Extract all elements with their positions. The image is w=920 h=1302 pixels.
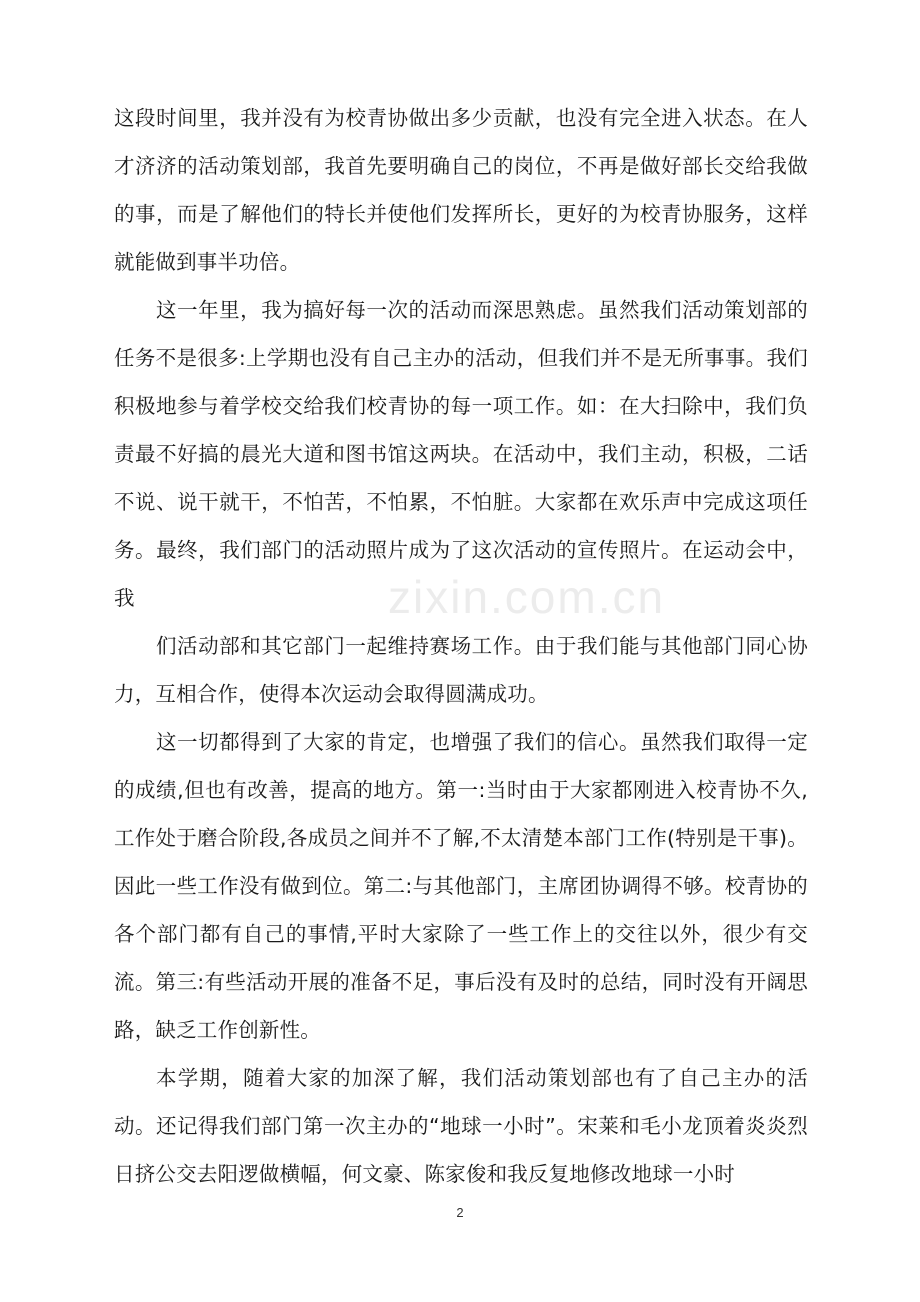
paragraph-4: 这一切都得到了大家的肯定，也增强了我们的信心。虽然我们取得一定的成绩,但也有改善，提高的地方。第一:当时由于大家都刚进入校青协不久,工作处于磨合阶段,各成员之间并不了解,不太清楚本部门工作(特别是干事)。因此一些工作没有做到位。第二:与其他部门，主席团协调得不够。校青协的各个部门都有自己的事情,平时大家除了一些工作上的交往以外，很少有交流。第三:有些活动开展的准备不足，事后没有及时的总结，同时没有开阔思路，缺乏工作创新性。 [114, 730, 808, 1042]
paragraph-5: 本学期，随着大家的加深了解，我们活动策划部也有了自己主办的活动。还记得我们部门第一次主办的“地球一小时”。宋莱和毛小龙顶着炎炎烈日挤公交去阳逻做横幅，何文豪、陈家俊和我反复地修改地球一小时 [114, 1066, 808, 1186]
paragraph-3: 们活动部和其它部门一起维持赛场工作。由于我们能与其他部门同心协力，互相合作，使得本次运动会取得圆满成功。 [114, 634, 808, 706]
paragraph-1: 这段时间里，我并没有为校青协做出多少贡献，也没有完全进入状态。在人才济济的活动策划部，我首先要明确自己的岗位，不再是做好部长交给我做的事，而是了解他们的特长并使他们发挥所长，更好的为校青协服务，这样就能做到事半功倍。 [114, 106, 808, 274]
watermark-text: zixin.com.cn [388, 571, 666, 623]
paragraph-2: 这一年里，我为搞好每一次的活动而深思熟虑。虽然我们活动策划部的任务不是很多:上学期也没有自己主办的活动，但我们并不是无所事事。我们积极地参与着学校交给我们校青协的每一项工作。如：在大扫除中，我们负责最不好搞的晨光大道和图书馆这两块。在活动中，我们主动，积极，二话不说、说干就干，不怕苦，不怕累，不怕脏。大家都在欢乐声中完成这项任务。最终，我们部门的活动照片成为了这次活动的宣传照片。在运动会中，我 [114, 298, 808, 610]
page-number: 2 [456, 1205, 464, 1220]
document-body [114, 94, 808, 1198]
